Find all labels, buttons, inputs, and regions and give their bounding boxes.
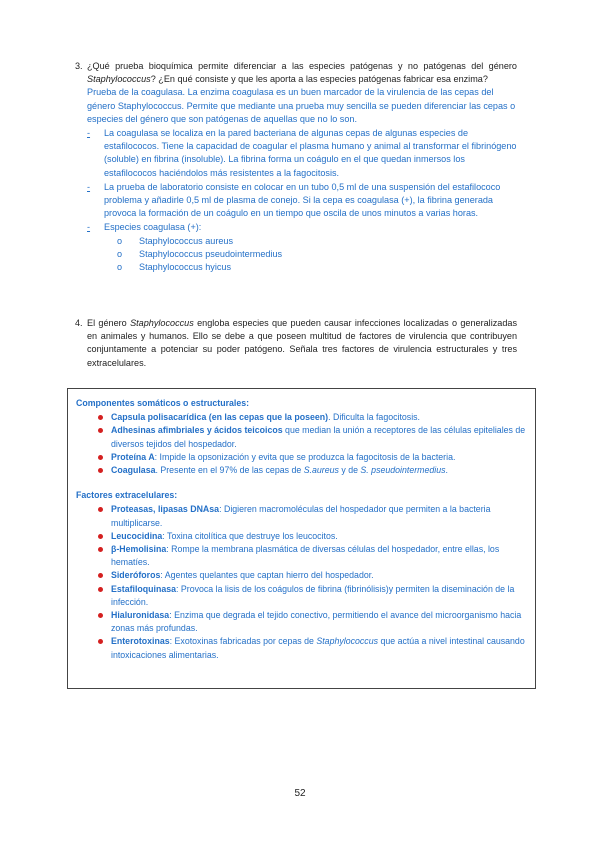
answer-point-3: - Especies coagulasa (+): bbox=[87, 222, 202, 233]
bullet-icon bbox=[98, 455, 103, 460]
factor-item: Coagulasa. Presente en el 97% de las cepas de S.aureus y de S. pseudointermedius. bbox=[76, 464, 528, 477]
question-3-number: 3. bbox=[75, 61, 83, 71]
answer-point-2: - La prueba de laboratorio consiste en colocar en un tubo 0,5 ml de una suspensión del estafilococo problema y añadirle 0,5 ml de plasma de conejo. Si la cepa es coagulasa (+), la fibrina generada provoca la formación de un coágulo en un tiempo que oscila de unos minutos a varias horas. bbox=[87, 181, 501, 219]
bullet-icon bbox=[98, 573, 103, 578]
bullet-icon bbox=[98, 587, 103, 592]
factor-item: Proteína A: Impide la opsonización y evita que se produzca la fagocitosis de la bacteria. bbox=[76, 451, 528, 464]
factor-item: Estafiloquinasa: Provoca la lisis de los coágulos de fibrina (fibrinólisis)y permiten la diseminación de la infección. bbox=[76, 583, 528, 609]
question-4-number: 4. bbox=[75, 318, 83, 328]
factor-item: β-Hemolisina: Rompe la membrana plasmática de diversas células del hospedador, entre ellas, los hematíes. bbox=[76, 543, 528, 569]
answer-point-1: - La coagulasa se localiza en la pared bacteriana de algunas cepas de algunas especies de estafilococos. Tiene la capacidad de coagular el plasma humano y animal al transformar el fibrinógeno (soluble) en fibrina (insoluble). La fibrina forma un coágulo en el que quedan inmersos los estafilococos haciéndolos más resistentes a la fagocitosis. bbox=[87, 128, 517, 178]
bullet-icon bbox=[98, 534, 103, 539]
question-3-answer: Prueba de la coagulasa. La enzima coagulasa es un buen marcador de la virulencia de las cepas del género Staphylococcus. Permite que mediante una prueba muy sencilla se pueden diferenciar las cepas o especies del género que son patógenas de aquellas que no lo son. bbox=[87, 87, 516, 124]
question-3-text: ¿Qué prueba bioquímica permite diferenciar a las especies patógenas y no patógenas del género Staphylococcus? ¿En qué consiste y que les aporta a las especies patógenas fabricar esa enzima? bbox=[87, 61, 517, 85]
bullet-icon bbox=[98, 639, 103, 644]
species-item: o Staphylococcus hyicus bbox=[117, 262, 231, 273]
factor-item: Sideróforos: Agentes quelantes que captan hierro del hospedador. bbox=[76, 569, 528, 582]
answer-box bbox=[67, 388, 536, 689]
species-item: o Staphylococcus aureus bbox=[117, 235, 234, 246]
question-3 bbox=[75, 60, 517, 274]
factor-item: Capsula polisacarídica (en las cepas que la poseen). Dificulta la fagocitosis. bbox=[76, 411, 528, 424]
extracellular-title: Factores extracelulares: bbox=[76, 490, 178, 501]
factor-item: Hialuronidasa: Enzima que degrada el tejido conectivo, permitiendo el avance del microorganismo hacia zonas más profundas. bbox=[76, 609, 528, 635]
bullet-icon bbox=[98, 547, 103, 552]
question-4: 4. El género Staphylococcus engloba especies que pueden causar infecciones localizadas o generalizadas en animales y humanos. Ello se debe a que poseen multitud de factores de virulencia que contribuyen conjuntamente a potenciar su poder patógeno. Señala tres factores de virulencia estructurales y tres extracelulares. bbox=[75, 318, 517, 368]
bullet-icon bbox=[98, 468, 103, 473]
species-item: o Staphylococcus pseudointermedius bbox=[117, 248, 283, 259]
bullet-icon bbox=[98, 613, 103, 618]
factor-item: Leucocidina: Toxina citolítica que destruye los leucocitos. bbox=[76, 530, 528, 543]
extracellular-list bbox=[76, 503, 528, 661]
factor-item: Proteasas, lipasas DNAsa: Digieren macromoléculas del hospedador que permiten a la bacteria multiplicarse. bbox=[76, 503, 528, 529]
bullet-icon bbox=[98, 428, 103, 433]
page-number: 52 bbox=[294, 788, 306, 799]
somatic-list bbox=[76, 411, 528, 477]
somatic-title: Componentes somáticos o estructurales: bbox=[76, 398, 250, 408]
species-list bbox=[87, 235, 517, 275]
bullet-icon bbox=[98, 415, 103, 420]
factor-item: Adhesinas afimbriales y ácidos teicoicos que median la unión a receptores de las células epiteliales de diversos tejidos del hospedador. bbox=[76, 424, 528, 450]
bullet-icon bbox=[98, 507, 103, 512]
factor-item: Enterotoxinas: Exotoxinas fabricadas por cepas de Staphylococcus que actúa a nivel intestinal causando intoxicaciones alimentarias. bbox=[76, 635, 528, 661]
